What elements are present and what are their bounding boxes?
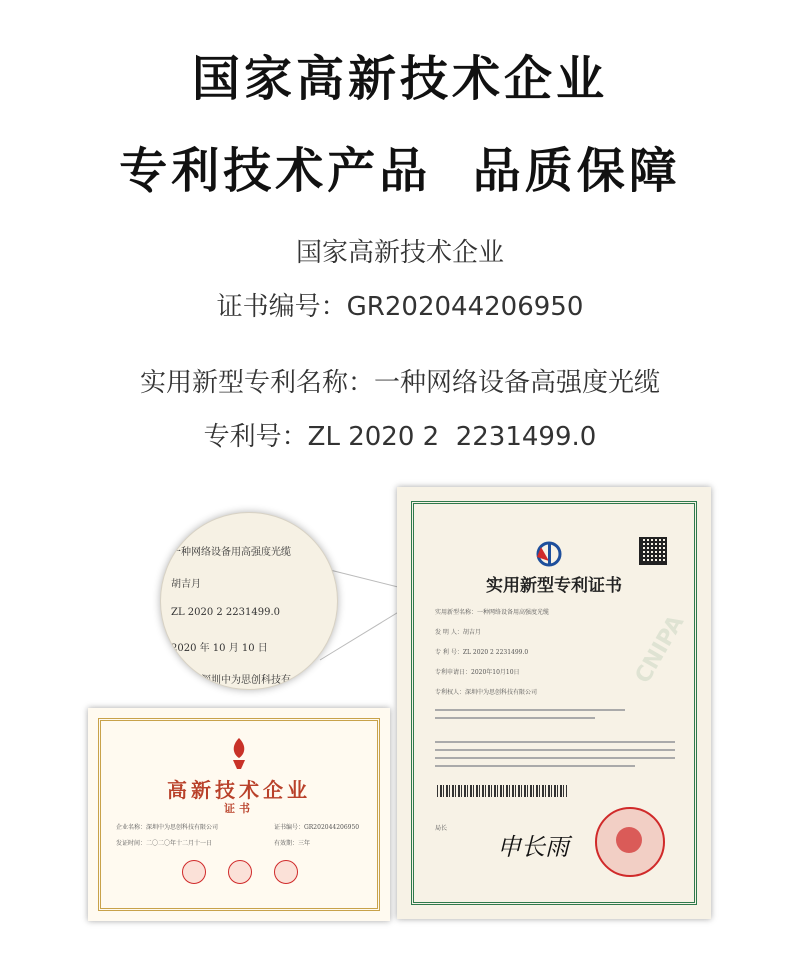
cnipa-watermark: CNIPA: [630, 611, 690, 688]
hitech-cert-number-line: 证书编号：GR202044206950: [274, 824, 360, 831]
patent-filing-date-line: 专利申请日：2020年10月10日: [435, 669, 520, 676]
headline-line-2: 专利技术产品 品质保障: [119, 143, 681, 199]
patent-patentee-line: 专利权人：深圳中为思创科技有限公司: [435, 689, 538, 696]
text-placeholder-line: [435, 757, 675, 759]
magnifier-line-5: 深圳中为思创科技有: [201, 675, 291, 686]
seal-emblem-icon: [616, 827, 642, 853]
text-placeholder-line: [435, 749, 675, 751]
seal-icon: [182, 860, 206, 884]
seal-icon: [274, 860, 298, 884]
director-label: 局长: [435, 825, 448, 832]
magnifier-line-1: 一种网络设备用高强度光缆: [171, 547, 291, 558]
director-signature: 申长雨: [497, 833, 569, 861]
hitech-company-line: 企业名称：深圳中为思创科技有限公司: [116, 824, 219, 831]
hitech-certificate-title: 高新技术企业: [167, 778, 311, 802]
seal-icon: [228, 860, 252, 884]
magnifier-line-2: 胡吉月: [171, 579, 201, 590]
hitech-validity-line: 有效期：三年: [274, 840, 311, 847]
text-placeholder-line: [435, 765, 635, 767]
magnifier-line-4: 2020 年 10 月 10 日: [171, 643, 268, 654]
official-seal-icon: [595, 807, 665, 877]
qr-code-icon: [641, 539, 665, 563]
utility-model-name: 实用新型专利名称：一种网络设备高强度光缆: [139, 368, 660, 398]
patent-number-line: 专 利 号：ZL 2020 2 2231499.0: [435, 649, 529, 656]
text-placeholder-line: [435, 709, 625, 711]
patent-name-line: 实用新型名称：一种网络设备用高强度光缆: [435, 609, 550, 616]
patent-certificate: [397, 487, 711, 919]
certificate-number: 证书编号：GR202044206950: [216, 292, 584, 322]
torch-logo-icon: [223, 736, 255, 770]
patent-certificate-title: 实用新型专利证书: [486, 576, 622, 596]
magnifier-zoom: [160, 512, 338, 690]
headline-line-1: 国家高新技术企业: [191, 51, 608, 107]
hitech-certificate-subtitle: 证书: [224, 802, 254, 815]
text-placeholder-line: [435, 717, 595, 719]
hitech-certificate: [88, 708, 390, 921]
text-placeholder-line: [435, 741, 675, 743]
patent-number: 专利号：ZL 2020 2 2231499.0: [203, 422, 597, 452]
barcode-icon: [437, 785, 567, 797]
magnifier-line-3: ZL 2020 2 2231499.0: [171, 607, 281, 618]
patent-inventor-line: 发 明 人：胡吉月: [435, 629, 481, 636]
hitech-issue-date-line: 发证时间：二〇二〇年十二月十一日: [116, 840, 213, 847]
enterprise-label: 国家高新技术企业: [295, 238, 504, 268]
cnipa-logo-icon: [529, 539, 569, 569]
